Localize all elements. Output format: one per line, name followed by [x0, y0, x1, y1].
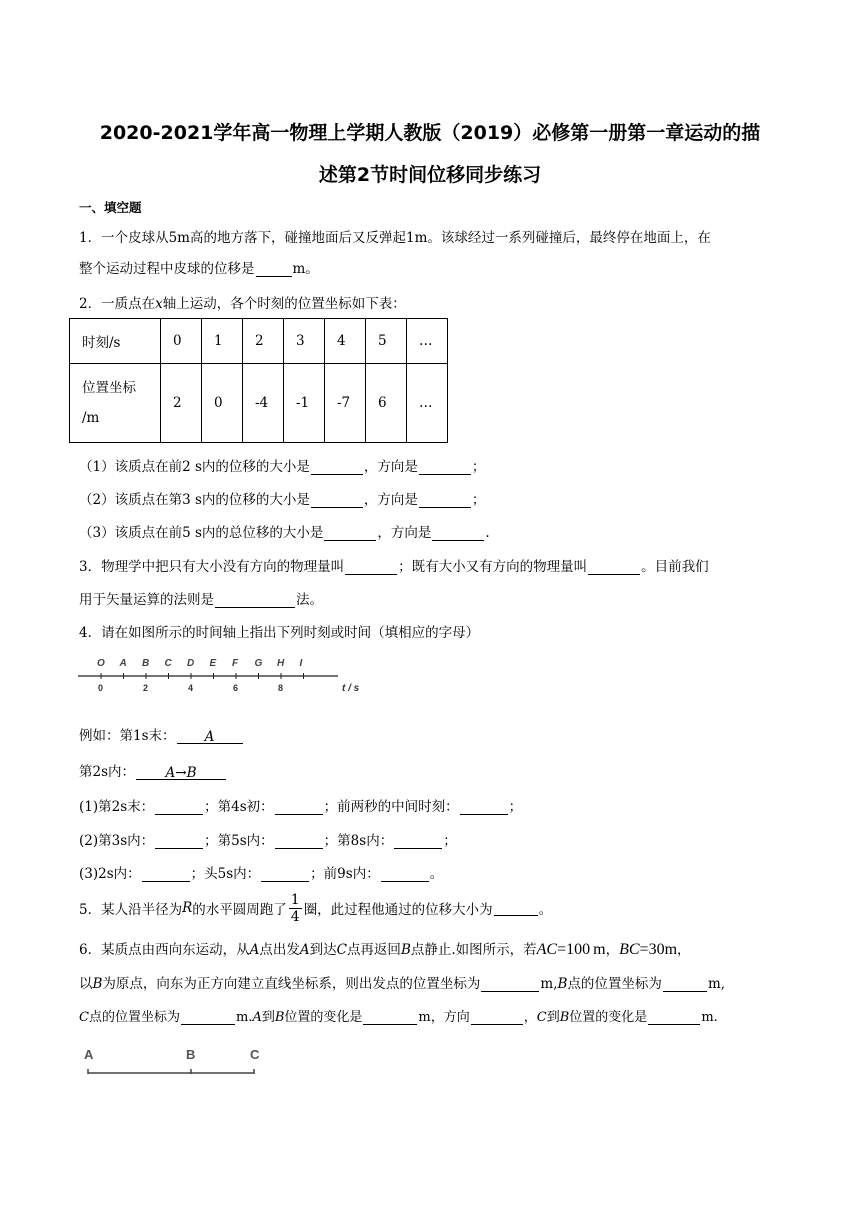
q4-row-3 — [79, 862, 443, 882]
q5-text-a: 5．某人沿半径为 — [79, 902, 183, 918]
axis-letter-g: G — [254, 658, 263, 669]
q4-r3-d: 。 — [429, 866, 444, 882]
q2-intro-a: 2．一质点在 — [79, 296, 156, 312]
q6-blank-5[interactable] — [471, 1010, 523, 1025]
q3-blank-2[interactable] — [588, 560, 640, 575]
page-title-line-2: 述第2节时间位移同步练习 — [318, 164, 542, 186]
q6-var-bc: BC — [619, 941, 640, 958]
q4-r1-blank-2[interactable] — [275, 800, 323, 815]
q6-text: 位置的变化是 — [569, 1010, 648, 1025]
table-cell: 6 — [366, 364, 407, 443]
time-axis-figure — [76, 654, 376, 696]
q4-example1-answer: A — [177, 729, 243, 744]
q5-text-d: 。 — [538, 902, 553, 918]
q2-sub-3 — [79, 521, 490, 541]
q6-var: B — [400, 942, 411, 958]
table-cell: 0 — [161, 319, 202, 364]
axis-number: 8 — [278, 683, 284, 693]
q5-text-b: 的水平圆周跑了 — [192, 902, 287, 918]
axis-letter-c: C — [164, 658, 172, 669]
q6-unit: m — [664, 941, 678, 958]
axis-letter-h: H — [277, 658, 285, 669]
q4-r3-b: ；头5s内： — [190, 866, 261, 882]
table-cell: … — [407, 319, 448, 364]
q4-r3-blank-1[interactable] — [142, 867, 190, 882]
q1-blank[interactable] — [256, 262, 292, 277]
table-row — [70, 319, 448, 364]
q6-var: A — [252, 1010, 262, 1025]
q2-sub3-blank-2[interactable] — [432, 526, 484, 541]
q5-line — [79, 888, 552, 928]
table-cell: 4 — [325, 319, 366, 364]
q4-r2-blank-1[interactable] — [155, 834, 203, 849]
axis-letter-o: O — [97, 658, 105, 669]
q4-r1-blank-3[interactable] — [460, 800, 508, 815]
q6-var: B — [92, 976, 103, 992]
q4-r1-a: (1)第2s末： — [79, 799, 155, 815]
q2-sub2-text: （2）该质点在第3 s内的位移的大小是 — [79, 492, 310, 508]
q4-r3-blank-3[interactable] — [381, 867, 429, 882]
q2-sub3-dir: ，方向是 — [377, 525, 432, 541]
table-header-position-line-2: /m — [82, 410, 100, 426]
q5-frac-num: 1 — [290, 891, 300, 908]
axis-number: 0 — [98, 683, 104, 693]
q6-text: m, — [540, 976, 558, 992]
q6-blank-6[interactable] — [648, 1010, 700, 1025]
q3-blank-1[interactable] — [345, 560, 397, 575]
q2-sub1-dir: ，方向是 — [363, 459, 418, 475]
q4-r2-blank-3[interactable] — [394, 834, 442, 849]
q6-text: m. — [701, 1010, 718, 1025]
position-table — [69, 318, 448, 443]
q6-blank-1[interactable] — [481, 977, 539, 992]
point-c-label: C — [250, 1047, 260, 1062]
q2-sub2-blank-1[interactable] — [311, 493, 363, 508]
q4-example-1 — [79, 724, 244, 744]
q6-line-2 — [79, 972, 725, 992]
q4-example2-answer: A→B — [136, 765, 226, 780]
q6-text: 为原点，向东为正方向建立直线坐标系，则出发点的位置坐标为 — [102, 976, 481, 992]
q6-line-1 — [79, 938, 691, 959]
q2-sub2-blank-2[interactable] — [419, 493, 471, 508]
table-cell: … — [407, 364, 448, 443]
point-a-label: A — [84, 1047, 94, 1062]
q4-r2-b: ；第5s内： — [204, 833, 274, 849]
q6-var: B — [274, 1010, 285, 1025]
q3-line-2 — [79, 588, 323, 608]
page-title-line-1: 2020-2021学年高一物理上学期人教版（2019）必修第一册第一章运动的描 — [99, 122, 761, 144]
q6-eq: =30 — [639, 941, 665, 958]
q4-example1-label: 例如：第1s末： — [79, 728, 176, 744]
q1-unit: m。 — [292, 261, 319, 277]
q2-sub3-text: （3）该质点在前5 s内的总位移的大小是 — [79, 525, 324, 541]
q3-text-c: 。目前我们 — [641, 559, 709, 575]
q6-var: C — [79, 1010, 89, 1025]
q6-text: m，方向 — [418, 1010, 470, 1025]
q2-sub-1 — [79, 455, 485, 475]
q5-var-r: R — [182, 900, 193, 916]
q4-r1-c: ；前两秒的中间时刻： — [323, 799, 459, 815]
table-cell: -4 — [243, 364, 284, 443]
axis-letter-e: E — [209, 658, 217, 669]
q6-text: 点的位置坐标为 — [567, 976, 662, 992]
q4-r3-c: ；前9s内： — [310, 866, 380, 882]
q4-example2-label: 第2s内： — [79, 764, 136, 780]
q4-r2-blank-2[interactable] — [275, 834, 323, 849]
q6-text: 到 — [546, 1010, 560, 1025]
table-cell: 0 — [202, 364, 243, 443]
q6-unit: m — [593, 941, 606, 958]
q2-sub3-end: . — [485, 525, 490, 541]
q6-text: ， — [605, 942, 620, 958]
q6-text: m. — [235, 1010, 253, 1025]
q1-line-1: 1．一个皮球从5m高的地方落下，碰撞地面后又反弹起1m。该球经过一系列碰撞后，最终停在地面上，在 — [79, 230, 711, 246]
q4-r2-d: ； — [443, 833, 457, 849]
q4-intro: 4．请在如图所示的时间轴上指出下列时刻或时间（填相应的字母） — [79, 625, 480, 641]
q4-example-2 — [79, 760, 227, 780]
q6-text: 点出发 — [259, 942, 300, 958]
table-row — [70, 364, 448, 443]
q6-text: 点再返回 — [346, 942, 401, 958]
q5-blank[interactable] — [494, 901, 538, 916]
q6-var: A — [249, 942, 260, 958]
q2-var-x: x — [155, 296, 163, 312]
q3-text-a: 3．物理学中把只有大小没有方向的物理量叫 — [79, 559, 345, 575]
q3-text-b: ；既有大小又有方向的物理量叫 — [398, 559, 588, 575]
q6-text: 以 — [79, 976, 93, 992]
point-b-label: B — [186, 1047, 196, 1062]
q4-row-1 — [79, 795, 522, 815]
axis-letter-d: D — [187, 658, 195, 669]
q6-text: ， — [523, 1010, 537, 1025]
q1-line-2 — [79, 257, 319, 277]
q6-text: m, — [707, 976, 726, 992]
q6-var: B — [559, 1010, 570, 1025]
q6-text: ， — [677, 942, 691, 958]
q5-frac-den: 4 — [290, 908, 300, 925]
q6-text: 点静止.如图所示，若 — [410, 942, 537, 958]
q4-r3-a: (3)2s内： — [79, 866, 141, 882]
q6-var: C — [536, 1010, 547, 1025]
axis-number: 2 — [143, 683, 149, 693]
q2-sub1-text: （1）该质点在前2 s内的位移的大小是 — [79, 459, 310, 475]
q6-text: 到 — [261, 1010, 275, 1025]
axis-letter-f: F — [232, 658, 239, 669]
axis-number: 4 — [188, 683, 194, 693]
q2-sub1-end: ； — [471, 459, 486, 475]
q6-blank-2[interactable] — [663, 977, 707, 992]
q6-text: 6．某质点由西向东运动，从 — [79, 942, 250, 958]
table-header-time: 时刻/s — [70, 319, 161, 364]
table-cell: 2 — [161, 364, 202, 443]
table-cell: 1 — [202, 319, 243, 364]
q4-r2-c: ；第8s内： — [323, 833, 394, 849]
table-header-position — [70, 364, 161, 443]
q4-r1-blank-1[interactable] — [155, 800, 203, 815]
q2-intro — [79, 292, 406, 312]
q2-intro-b: 轴上运动，各个时刻的位置坐标如下表： — [162, 296, 406, 312]
q6-text: 到达 — [309, 942, 337, 958]
q2-sub-2 — [79, 488, 485, 508]
q4-r1-b: ；第4s初： — [204, 799, 274, 815]
axis-number: 6 — [233, 683, 239, 693]
q2-sub2-end: ； — [471, 492, 486, 508]
q3-line-1 — [79, 555, 709, 575]
table-cell: 3 — [284, 319, 325, 364]
q5-fraction — [289, 892, 302, 925]
q6-text: 位置的变化是 — [284, 1010, 363, 1025]
table-cell: 2 — [243, 319, 284, 364]
q4-r2-a: (2)第3s内： — [79, 833, 155, 849]
q3-text-d: 用于矢量运算的法则是 — [79, 592, 214, 608]
q6-line-3 — [79, 1006, 718, 1025]
table-header-position-line-1: 位置坐标 — [82, 380, 136, 396]
q6-text: 点的位置坐标为 — [88, 1010, 180, 1025]
table-cell: -1 — [284, 364, 325, 443]
axis-letter-i: I — [299, 658, 303, 669]
q1-text: 整个运动过程中皮球的位移是 — [79, 261, 255, 277]
section-heading: 一、填空题 — [79, 200, 142, 215]
q6-var: B — [557, 976, 568, 992]
q6-var-ac: AC — [536, 941, 558, 958]
table-cell: 5 — [366, 319, 407, 364]
q3-text-e: 法。 — [296, 592, 323, 608]
q6-blank-4[interactable] — [363, 1010, 417, 1025]
q4-r1-d: ； — [508, 799, 523, 815]
q2-sub1-blank-1[interactable] — [311, 460, 363, 475]
axis-letter-a: A — [119, 658, 127, 669]
q6-eq: =100 — [557, 941, 591, 958]
time-axis-unit: t / s — [342, 683, 360, 694]
q6-blank-3[interactable] — [181, 1010, 235, 1025]
table-cell: -7 — [325, 364, 366, 443]
q6-var: A — [299, 942, 310, 958]
q6-var: C — [336, 942, 347, 958]
q2-sub1-blank-2[interactable] — [419, 460, 471, 475]
q2-sub3-blank-1[interactable] — [324, 526, 376, 541]
q2-sub2-dir: ，方向是 — [363, 492, 418, 508]
q4-r3-blank-2[interactable] — [261, 867, 309, 882]
abc-line-figure — [82, 1044, 272, 1080]
q5-text-c: 圈，此过程他通过的位移大小为 — [303, 902, 493, 918]
q3-blank-3[interactable] — [215, 593, 295, 608]
axis-letter-b: B — [142, 658, 150, 669]
q4-row-2 — [79, 829, 457, 849]
